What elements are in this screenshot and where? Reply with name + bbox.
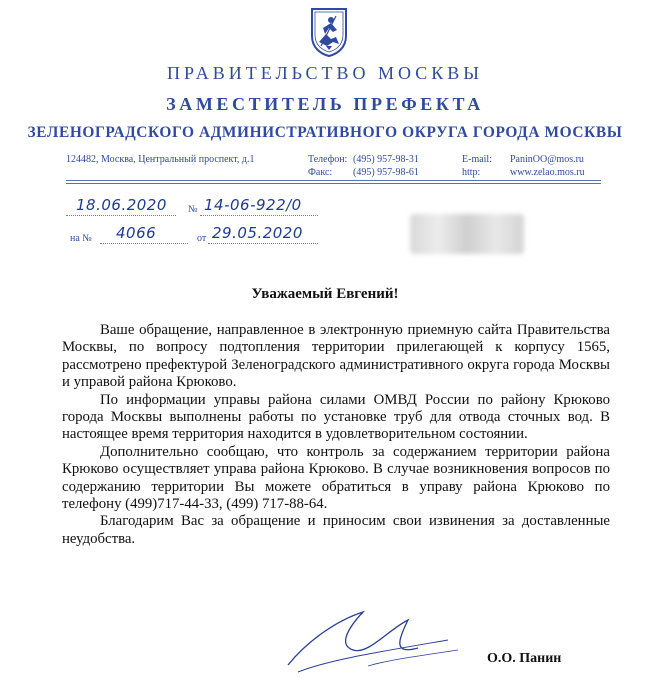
- paragraph-4: Благодарим Вас за обращение и приносим свои извинения за доставленные неудобства.: [62, 513, 610, 547]
- fax-value: (495) 957-98-61: [353, 167, 419, 178]
- phone-block: [308, 153, 419, 179]
- paragraph-2: По информации управы района силами ОМВД России по району Крюково города Москвы выполнены работы по установке труб для отвода сточных вод. В настоящее время территория находится в удовлетворительном состоянии.: [62, 391, 610, 443]
- phone-value: (495) 957-98-31: [353, 154, 419, 165]
- address-text: 124482, Москва, Центральный проспект, д.1: [66, 154, 255, 165]
- web-label: http:: [462, 167, 481, 178]
- phone-label: Телефон:: [308, 154, 348, 165]
- reply-date-underline: [208, 243, 318, 244]
- redacted-recipient: [410, 214, 524, 254]
- fax-label: Факс:: [308, 167, 333, 178]
- web-value: www.zelao.mos.ru: [510, 167, 585, 178]
- reply-date: 29.05.2020: [212, 224, 303, 242]
- signer-name: О.О. Панин: [487, 651, 562, 666]
- deputy-prefect-title: ЗАМЕСТИТЕЛЬ ПРЕФЕКТА: [166, 94, 484, 114]
- online-contacts-block: [462, 153, 585, 179]
- district-title: ЗЕЛЕНОГРАДСКОГО АДМИНИСТРАТИВНОГО ОКРУГА ГОРОДА МОСКВЫ: [27, 124, 623, 141]
- reply-label: на №: [70, 233, 92, 244]
- paragraph-3: Дополнительно сообщаю, что контроль за содержанием территории района Крюково осуществляет управа района Крюково. В случае возникновения вопросов по содержанию территории Вы можете обратиться в управу района Крюково по телефону (499)717-44-33, (499) 717-88-64.: [62, 443, 610, 513]
- greeting: Уважаемый Евгений!: [251, 286, 399, 302]
- reply-number-underline: [100, 243, 188, 244]
- from-label: от: [197, 233, 207, 244]
- number-underline: [200, 215, 318, 216]
- email-value: PaninOO@mos.ru: [510, 154, 584, 165]
- registration-date: 18.06.2020: [76, 196, 167, 214]
- letter-body: [62, 322, 610, 548]
- number-label: №: [188, 204, 198, 215]
- email-label: E-mail:: [462, 154, 492, 165]
- government-title: ПРАВИТЕЛЬСТВО МОСКВЫ: [166, 63, 483, 83]
- reply-number: 4066: [116, 224, 157, 242]
- paragraph-1: Ваше обращение, направленное в электронную приемную сайта Правительства Москвы, по вопросу подтопления территории прилегающей к корпусу 1565, рассмотрено префектурой Зеленоградского административного округа города Москвы и управой района Крюково.: [62, 322, 610, 391]
- registration-number: 14-06-922/0: [204, 196, 302, 214]
- moscow-coat-of-arms-icon: [309, 6, 349, 58]
- header-divider: [66, 180, 601, 181]
- date-underline: [66, 215, 176, 216]
- header-divider-2: [66, 183, 601, 184]
- handwritten-signature: [268, 600, 468, 680]
